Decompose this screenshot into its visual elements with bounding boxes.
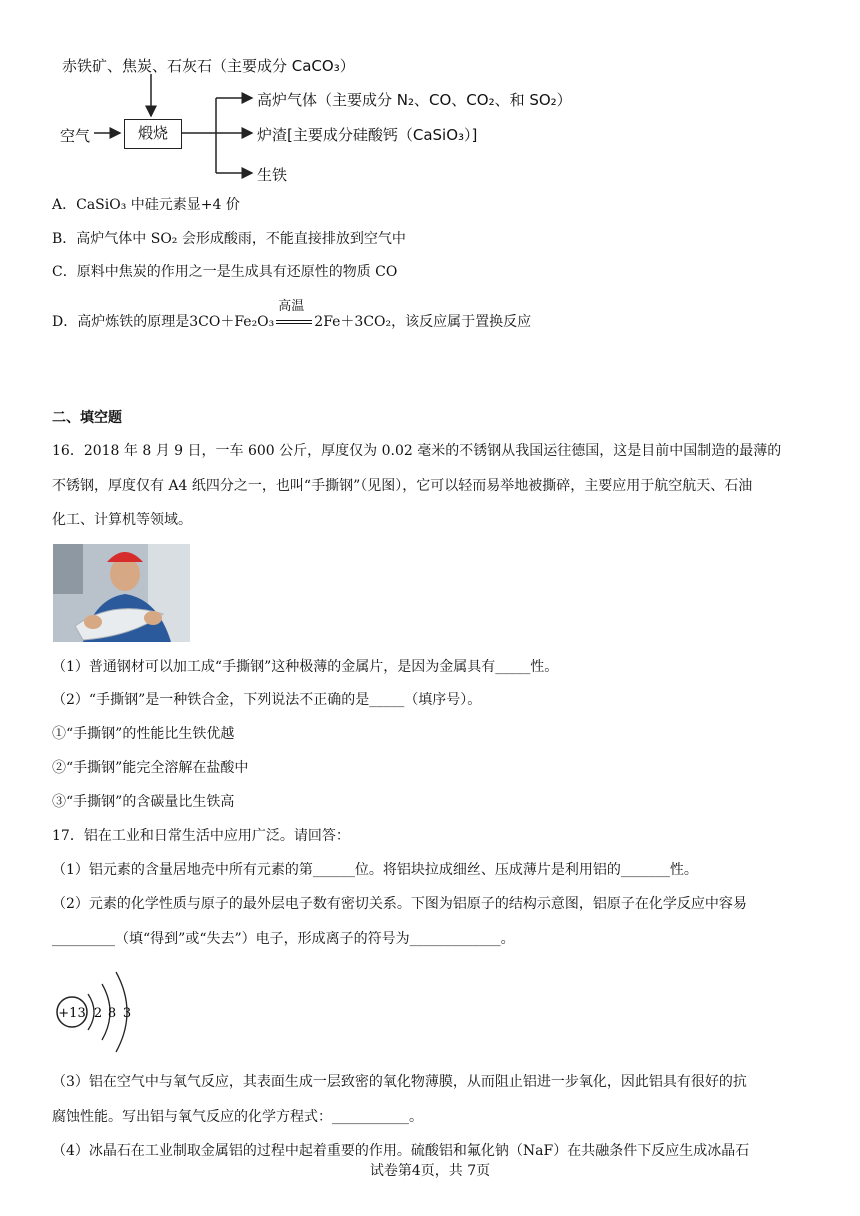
page-footer: 试卷第4页，共 7页	[369, 1163, 491, 1179]
q16-line2: 不锈钢，厚度仅有 A4 纸四分之一，也叫“手撕钢”（见图），它可以轻而易举地被撕碎，主要应用于航空航天、石油	[52, 478, 753, 494]
aluminium-atom-diagram	[50, 962, 150, 1062]
steel-foil-photo	[53, 544, 190, 642]
flowchart-process-label: 煅烧	[137, 124, 168, 142]
steel-foil-photo-drawing	[53, 544, 190, 642]
q16-line3: 化工、计算机等领域。	[52, 512, 192, 528]
option-c: C．原料中焦炭的作用之一是生成具有还原性的物质 CO	[52, 264, 398, 280]
q17-line1: 17．铝在工业和日常生活中应用广泛。请回答：	[52, 828, 350, 844]
equation-left: 3CO＋Fe₂O₃	[189, 314, 275, 330]
equation-right: 2Fe＋3CO₂	[314, 314, 392, 330]
equation-double-line	[276, 320, 312, 324]
q17-sub4: （4）冰晶石在工业制取金属铝的过程中起着重要的作用。硫酸铝和氟化钠（NaF）在共融条件下反应生成冰晶石	[52, 1143, 750, 1159]
q16-sub1: （1）普通钢材可以加工成“手撕钢”这种极薄的金属片，是因为金属具有_____性。	[52, 659, 559, 675]
section-title: 二、填空题	[52, 410, 122, 426]
q16-sub2: （2）“手撕钢”是一种铁合金，下列说法不正确的是_____（填序号）。	[52, 692, 482, 708]
option-a: A．CaSiO₃ 中硅元素显+4 价	[52, 197, 240, 213]
option-d-suffix: ，该反应属于置换反应	[391, 314, 532, 330]
option-d-prefix: D．高炉炼铁的原理是	[52, 314, 190, 330]
option-b: B．高炉气体中 SO₂ 会形成酸雨，不能直接排放到空气中	[52, 231, 406, 247]
flowchart-output-iron: 生铁	[257, 166, 288, 184]
q16-option1: ①“手撕钢”的性能比生铁优越	[52, 726, 235, 742]
atom-nucleus-label: +13	[58, 1006, 86, 1021]
equation-condition: 高温	[278, 299, 305, 314]
q17-sub2a: （2）元素的化学性质与原子的最外层电子数有密切关系。下图为铝原子的结构示意图，铝原子在化学反应中容易	[52, 896, 747, 912]
q17-sub3a: （3）铝在空气中与氧气反应，其表面生成一层致密的氧化物薄膜，从而阻止铝进一步氧化，因此铝具有很好的抗	[52, 1074, 747, 1090]
equation-condition-wrap	[274, 299, 314, 332]
flowchart-air-label: 空气	[60, 127, 91, 145]
q16-option2: ②“手撕钢”能完全溶解在盐酸中	[52, 760, 249, 776]
electron-count-1: 2	[93, 1006, 103, 1021]
q16-line1: 16．2018 年 8 月 9 日，一车 600 公斤，厚度仅为 0.02 毫米的不锈钢从我国运往德国，这是目前中国制造的最薄的	[52, 443, 782, 459]
q17-sub2b: _________（填“得到”或“失去”）电子，形成离子的符号为_____________。	[52, 931, 515, 947]
q17-sub3b: 腐蚀性能。写出铝与氧气反应的化学方程式：___________。	[52, 1109, 423, 1125]
electron-count-3: 3	[122, 1006, 132, 1021]
electron-count-2: 8	[107, 1006, 117, 1021]
flowchart-output-slag: 炉渣[主要成分硅酸钙（CaSiO₃）]	[257, 126, 478, 144]
option-d	[52, 299, 532, 332]
q16-option3: ③“手撕钢”的含碳量比生铁高	[52, 794, 235, 810]
flowchart-inputs-label: 赤铁矿、焦炭、石灰石（主要成分 CaCO₃）	[62, 57, 355, 75]
q17-sub1: （1）铝元素的含量居地壳中所有元素的第______位。将铝块拉成细丝、压成薄片是利用铝的_______性。	[52, 862, 698, 878]
flowchart-output-gas: 高炉气体（主要成分 N₂、CO、CO₂、和 SO₂）	[257, 91, 572, 109]
